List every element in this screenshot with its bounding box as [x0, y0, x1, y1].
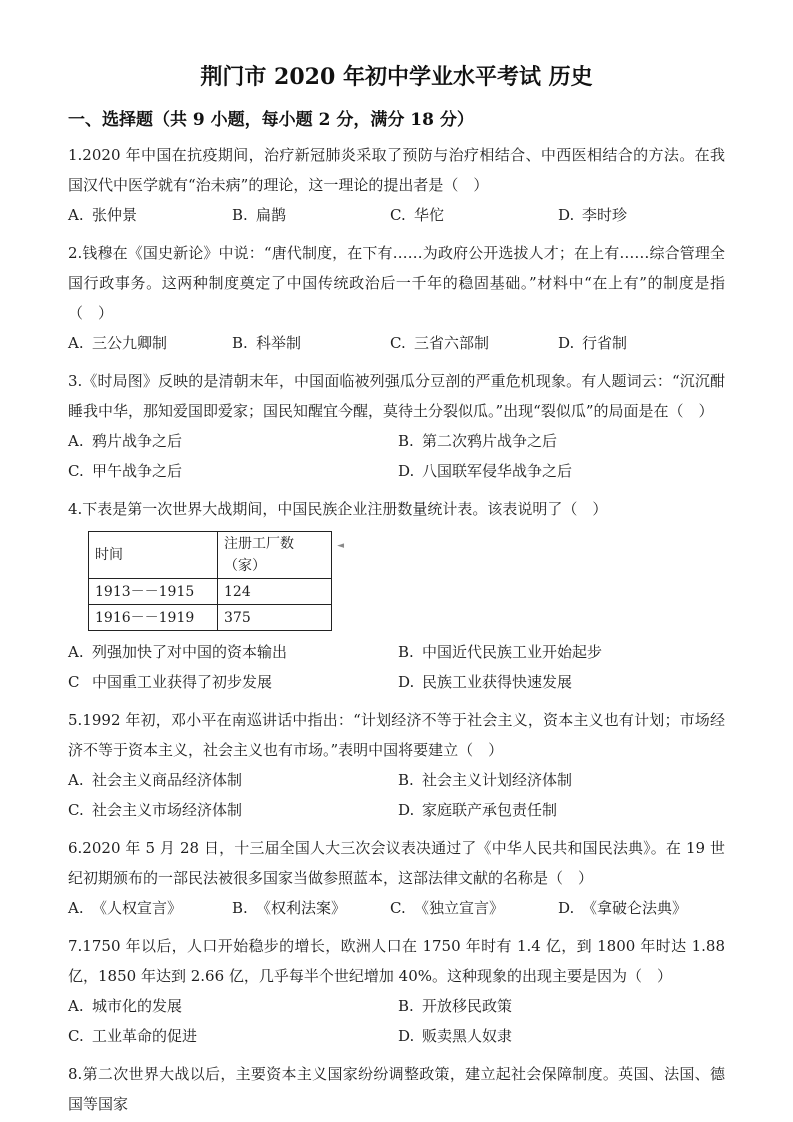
question-5-option-b: B. 社会主义计划经济体制	[398, 771, 573, 789]
question-6-option-c: C. 《独立宣言》	[390, 899, 505, 917]
q4-statistics-table-wrap	[88, 531, 344, 631]
question-5-option-c: C. 社会主义市场经济体制	[68, 801, 243, 819]
question-4-option-c: C 中国重工业获得了初步发展	[68, 673, 273, 691]
question-3-option-c: C. 甲午战争之后	[68, 462, 183, 480]
question-5-option-d: D. 家庭联产承包责任制	[398, 801, 558, 819]
question-2-option-c: C. 三省六部制	[390, 334, 490, 352]
question-6	[68, 833, 725, 923]
section-heading: 一、选择题（共 9 小题，每小题 2 分，满分 18 分）	[68, 110, 474, 130]
question-6-option-a: A. 《人权宣言》	[68, 899, 183, 917]
question-7-option-b: B. 开放移民政策	[398, 997, 513, 1015]
question-8	[68, 1059, 725, 1119]
question-2-options	[68, 328, 725, 358]
anchor-mark-icon: ◄	[337, 541, 344, 551]
question-5-option-a: A. 社会主义商品经济体制	[68, 771, 243, 789]
page-title: 荆门市 2020 年初中学业水平考试 历史	[200, 64, 593, 90]
question-5	[68, 705, 725, 825]
question-1-options	[68, 200, 725, 230]
question-7-stem: 7.1750 年以后，人口开始稳步的增长，欧洲人口在 1750 年时有 1.4 亿，到 1800 年时达 1.88 亿，1850 年达到 2.66 亿，几乎每半个世纪增加 40%。这种现象的出现主要是因为（ ）	[68, 937, 725, 985]
question-3	[68, 366, 725, 486]
question-2-option-b: B. 科举制	[232, 334, 302, 352]
question-6-option-d: D. 《拿破仑法典》	[558, 899, 688, 917]
question-6-stem: 6.2020 年 5 月 28 日，十三届全国人大三次会议表决通过了《中华人民共和国民法典》。在 19 世纪初期颁布的一部民法被很多国家当做参照蓝本，这部法律文献的名称是（ ）	[68, 839, 725, 887]
question-4-option-a: A. 列强加快了对中国的资本输出	[68, 643, 288, 661]
question-4-option-b: B. 中国近代民族工业开始起步	[398, 643, 603, 661]
question-3-option-a: A. 鸦片战争之后	[68, 432, 183, 450]
question-7	[68, 931, 725, 1051]
question-3-option-d: D. 八国联军侵华战争之后	[398, 462, 573, 480]
question-2	[68, 238, 725, 358]
q4-statistics-table	[88, 531, 332, 631]
question-1-stem: 1.2020 年中国在抗疫期间，治疗新冠肺炎采取了预防与治疗相结合、中西医相结合的方法。在我国汉代中医学就有“治未病”的理论，这一理论的提出者是（ ）	[68, 146, 725, 194]
question-1-option-b: B. 扁鹊	[232, 206, 287, 224]
table-row	[89, 605, 332, 631]
table-header-factories: 注册工厂数（家）	[218, 532, 332, 579]
question-6-option-b: B. 《权利法案》	[232, 899, 347, 917]
question-2-option-d: D. 行省制	[558, 334, 628, 352]
question-7-option-d: D. 贩卖黑人奴隶	[398, 1027, 513, 1045]
question-7-option-a: A. 城市化的发展	[68, 997, 183, 1015]
question-4-option-d: D. 民族工业获得快速发展	[398, 673, 573, 691]
question-2-stem: 2.钱穆在《国史新论》中说：“唐代制度，在下有……为政府公开选拔人才；在上有……综合管理全国行政事务。这两种制度奠定了中国传统政治后一千年的稳固基础。”材料中“在上有”的制度是指（ ）	[68, 244, 725, 322]
question-6-options	[68, 893, 725, 923]
table-header-time: 时间	[89, 532, 218, 579]
question-1-option-a: A. 张仲景	[68, 206, 138, 224]
table-header-row	[89, 532, 332, 579]
table-cell-count-2: 375	[218, 605, 332, 631]
question-5-stem: 5.1992 年初，邓小平在南巡讲话中指出：“计划经济不等于社会主义，资本主义也有计划；市场经济不等于资本主义，社会主义也有市场。”表明中国将要建立（ ）	[68, 711, 725, 759]
table-cell-period-1: 1913－－1915	[89, 579, 218, 605]
table-cell-count-1: 124	[218, 579, 332, 605]
question-4-stem: 4.下表是第一次世界大战期间，中国民族企业注册数量统计表。该表说明了（ ）	[68, 500, 608, 518]
question-4	[68, 494, 725, 697]
question-3-option-b: B. 第二次鸦片战争之后	[398, 432, 558, 450]
question-3-stem: 3.《时局图》反映的是清朝末年，中国面临被列强瓜分豆剖的严重危机现象。有人题词云：“沉沉酣睡我中华，那知爱国即爱家；国民知醒宜今醒，莫待土分裂似瓜。”出现“裂似瓜”的局面是在（ ）	[68, 372, 725, 420]
question-1	[68, 140, 725, 230]
question-8-stem: 8.第二次世界大战以后，主要资本主义国家纷纷调整政策，建立起社会保障制度。英国、法国、德国等国家	[68, 1065, 725, 1113]
question-4-options	[68, 637, 725, 697]
question-5-options	[68, 765, 725, 825]
question-2-option-a: A. 三公九卿制	[68, 334, 168, 352]
question-1-option-d: D. 李时珍	[558, 206, 628, 224]
question-1-option-c: C. 华佗	[390, 206, 445, 224]
table-row	[89, 579, 332, 605]
question-7-options	[68, 991, 725, 1051]
question-7-option-c: C. 工业革命的促进	[68, 1027, 198, 1045]
table-cell-period-2: 1916－－1919	[89, 605, 218, 631]
question-3-options	[68, 426, 725, 486]
